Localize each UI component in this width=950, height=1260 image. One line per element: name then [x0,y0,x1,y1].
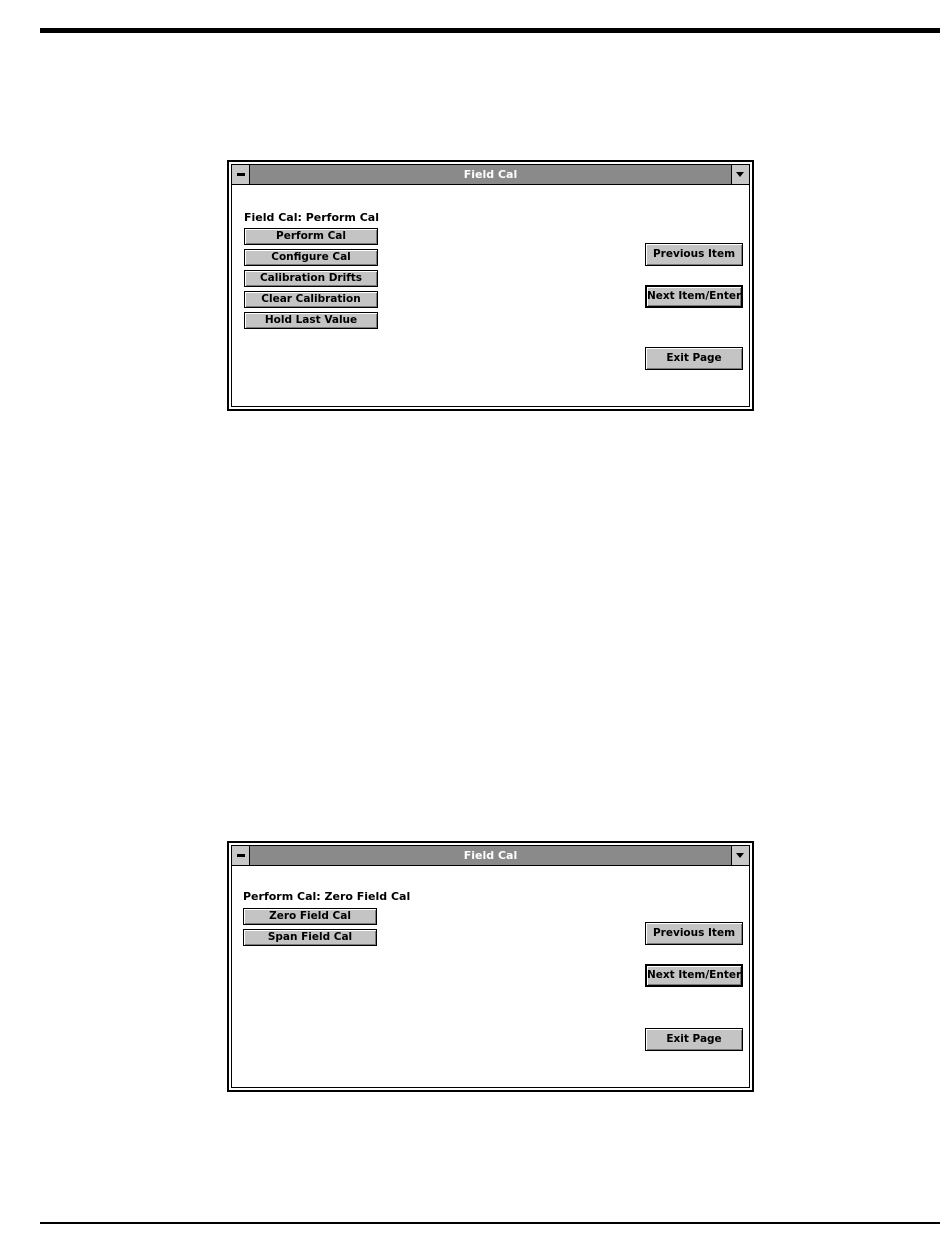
top-rule [40,28,940,33]
down-arrow-icon [736,172,744,177]
span-field-cal-button[interactable]: Span Field Cal [243,929,377,946]
previous-item-button[interactable]: Previous Item [645,922,743,945]
window-body [231,164,750,407]
menu-prompt: Perform Cal: Zero Field Cal [243,890,411,903]
exit-page-button[interactable]: Exit Page [645,1028,743,1051]
perform-cal-button[interactable]: Perform Cal [244,228,378,245]
field-cal-window-2 [227,841,754,1092]
title-bar [232,846,749,866]
clear-calibration-button[interactable]: Clear Calibration [244,291,378,308]
down-arrow-icon [736,853,744,858]
window-body [231,845,750,1088]
dropdown-button[interactable] [731,165,749,184]
configure-cal-button[interactable]: Configure Cal [244,249,378,266]
system-menu-button[interactable] [232,165,250,184]
previous-item-button[interactable]: Previous Item [645,243,743,266]
zero-field-cal-button[interactable]: Zero Field Cal [243,908,377,925]
menu-prompt: Field Cal: Perform Cal [244,211,379,224]
next-item-enter-button[interactable]: Next Item/Enter [645,285,743,308]
title-bar [232,165,749,185]
dropdown-button[interactable] [731,846,749,865]
hold-last-value-button[interactable]: Hold Last Value [244,312,378,329]
window-title: Field Cal [463,168,518,181]
exit-page-button[interactable]: Exit Page [645,347,743,370]
next-item-enter-button[interactable]: Next Item/Enter [645,964,743,987]
minus-icon [237,173,245,176]
calibration-drifts-button[interactable]: Calibration Drifts [244,270,378,287]
window-title: Field Cal [463,849,518,862]
minus-icon [237,854,245,857]
bottom-rule [40,1222,940,1224]
system-menu-button[interactable] [232,846,250,865]
field-cal-window-1 [227,160,754,411]
